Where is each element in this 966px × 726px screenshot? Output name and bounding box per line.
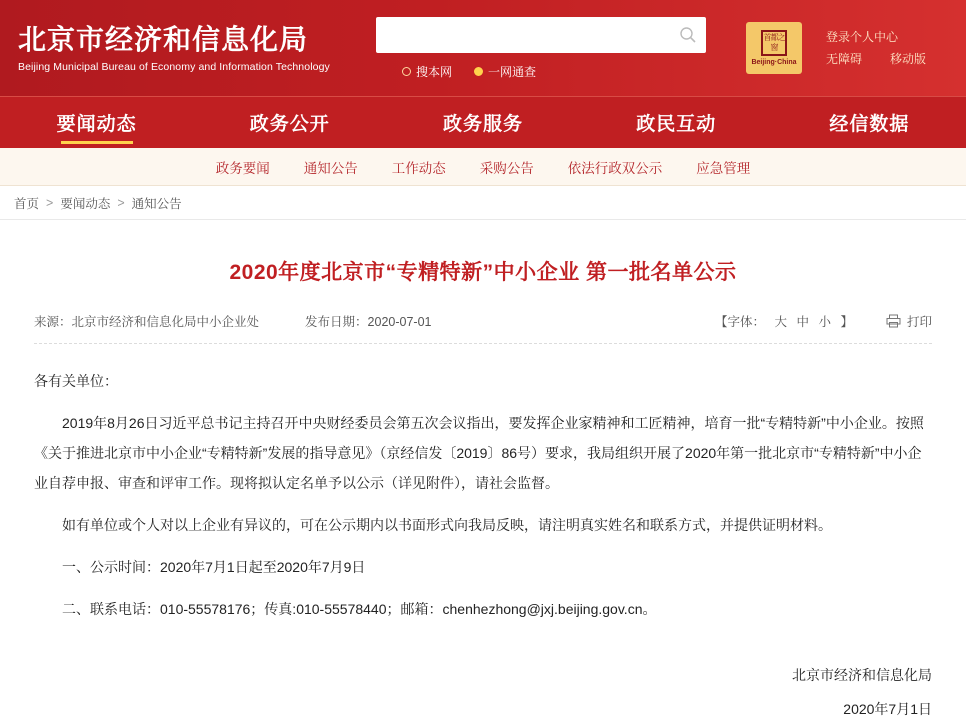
article	[0, 220, 966, 726]
breadcrumb	[0, 186, 966, 220]
article-date-value: 2020-07-01	[367, 315, 432, 329]
search-block	[376, 17, 706, 80]
font-size-medium[interactable]: 中	[796, 315, 809, 329]
subnav-item-emergency[interactable]: 应急管理	[696, 160, 751, 176]
search-scope-option-site[interactable]	[402, 63, 452, 80]
search-button[interactable]	[678, 24, 700, 46]
font-size-control	[712, 312, 856, 330]
breadcrumb-item-announcements[interactable]: 通知公告	[131, 196, 182, 211]
subnav-item-government-news[interactable]: 政务要闻	[215, 160, 270, 176]
nav-item-government-disclosure[interactable]: 政务公开	[249, 114, 330, 135]
breadcrumb-separator: >	[117, 195, 125, 210]
logo-title-en: Beijing Municipal Bureau of Economy and Information Technology	[18, 60, 330, 73]
search-icon	[678, 25, 698, 45]
font-size-label-end: 】	[840, 315, 853, 329]
article-source-label: 来源：	[34, 315, 72, 329]
badge-text-en: Beijing·China	[751, 59, 797, 66]
subnav-item-work-updates[interactable]: 工作动态	[391, 160, 446, 176]
link-personal-center[interactable]: 登录个人中心	[826, 30, 899, 44]
subnav-item-dual-disclosure[interactable]: 依法行政双公示	[567, 160, 663, 176]
main-nav	[0, 96, 966, 148]
print-button[interactable]	[886, 312, 932, 330]
breadcrumb-separator: >	[46, 195, 54, 210]
article-signature-block	[34, 658, 932, 726]
article-paragraph: 如有单位或个人对以上企业有异议的，可在公示期内以书面形式向我局反映，请注明真实姓名和联系方式，并提供证明材料。	[62, 517, 832, 533]
nav-item-interaction[interactable]: 政民互动	[636, 114, 717, 135]
subnav-item-announcements[interactable]: 通知公告	[303, 160, 358, 176]
font-size-small[interactable]: 小	[818, 315, 831, 329]
article-paragraph: 一、公示时间：2020年7月1日起至2020年7月9日	[62, 559, 366, 575]
logo-title-cn: 北京市经济和信息化局	[18, 23, 309, 55]
font-size-large[interactable]: 大	[774, 315, 787, 329]
article-signature: 北京市经济和信息化局	[792, 667, 932, 683]
site-header	[0, 0, 966, 96]
article-date-label: 发布日期：	[305, 315, 368, 329]
sub-nav	[0, 148, 966, 186]
article-source	[34, 312, 259, 330]
breadcrumb-item-home[interactable]: 首页	[14, 196, 40, 211]
search-scope-label-site: 搜本网	[416, 64, 453, 79]
article-date	[305, 312, 431, 330]
nav-item-government-service[interactable]: 政务服务	[443, 114, 524, 135]
print-label: 打印	[906, 315, 932, 329]
article-source-value: 北京市经济和信息化局中小企业处	[71, 315, 260, 329]
article-body	[34, 344, 932, 624]
top-links	[826, 26, 926, 70]
capital-window-badge[interactable]	[746, 22, 802, 74]
page-title: 2020年度北京市“专精特新”中小企业 第一批名单公示	[229, 261, 737, 284]
link-accessibility[interactable]: 无障碍	[826, 52, 863, 66]
search-box	[376, 17, 706, 53]
radio-icon-selected	[474, 67, 483, 76]
badge-text: 首都之窗	[761, 30, 787, 56]
search-scope-label-all: 一网通查	[488, 64, 537, 79]
article-paragraph: 2019年8月26日习近平总书记主持召开中央财经委员会第五次会议指出，要发挥企业家精神和工匠精神，培育一批“专精特新”中小企业。按照《关于推进北京市中小企业“专精特新”发展的指导意见》（京经信发〔2019〕86号）要求，我局组织开展了2020年第一批北京市“专精特新”中小企业自荐申报、审查和评审工作。现将拟认定名单予以公示（详见附件），请社会监督。	[34, 415, 924, 491]
font-size-label: 【字体：	[714, 315, 765, 329]
link-mobile[interactable]: 移动版	[890, 52, 927, 66]
article-paragraph: 各有关单位：	[34, 373, 118, 389]
breadcrumb-item-news[interactable]: 要闻动态	[60, 196, 111, 211]
search-scope-options	[376, 63, 706, 80]
nav-item-news[interactable]: 要闻动态	[0, 97, 193, 148]
article-paragraph: 二、联系电话：010-55578176；传真:010-55578440；邮箱：chenhezhong@jxj.beijing.gov.cn。	[62, 601, 657, 617]
search-scope-option-all[interactable]	[474, 63, 536, 80]
radio-icon	[402, 67, 411, 76]
printer-icon	[886, 314, 901, 328]
nav-item-data[interactable]: 经信数据	[829, 114, 910, 135]
article-signature-date: 2020年7月1日	[843, 701, 932, 717]
site-logo[interactable]	[18, 23, 348, 74]
article-meta	[34, 312, 932, 344]
subnav-item-procurement[interactable]: 采购公告	[479, 160, 534, 176]
search-input[interactable]	[376, 17, 666, 51]
